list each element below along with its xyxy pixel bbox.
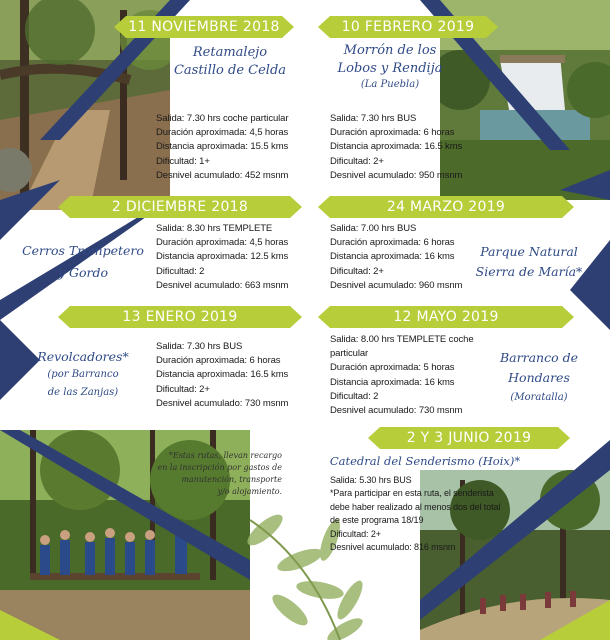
route-2-title: Morrón de los Lobos y Rendija (La Puebla) — [337, 43, 443, 90]
route-6-title: Barranco de Hondares (Moratalla) — [500, 350, 578, 403]
date-ribbon-route-6: 12 MAYO 2019 — [330, 306, 562, 328]
route-5-details: Salida: 7.30 hrs BUS Duración aproximada: 6 horas Distancia aproximada: 16.5 kms Dificultad: 2+ Desnivel acumulado: 730 msnm — [156, 341, 289, 409]
date-ribbon-route-2: 10 FEBRERO 2019 — [330, 16, 486, 38]
route-7-details: Salida: 5.30 hrs BUS *Para participar en esta ruta, el senderista debe haber realizado al menos dos del total de este programa 18/19 Dificultad: 2+ Desnivel acumulado: 816 msnm — [330, 475, 501, 553]
route-3-details: Salida: 8.30 hrs TEMPLETE Duración aproximada: 4,5 horas Distancia aproximada: 12.5 kms Dificultad: 2 Desnivel acumulado: 663 msnm — [156, 223, 289, 291]
date-ribbon-route-1: 11 NOVIEMBRE 2018 — [126, 16, 282, 38]
date-ribbon-route-4: 24 MARZO 2019 — [330, 196, 562, 218]
route-7-title: Catedral del Senderismo (Hoix)* — [329, 454, 521, 468]
route-6-details: Salida: 8.00 hrs TEMPLETE coche particular Duración aproximada: 5 horas Distancia aproximada: 16 kms Dificultad: 2 Desnivel acumulado: 730 msnm — [330, 334, 474, 417]
date-ribbon-route-5: 13 ENERO 2019 — [70, 306, 290, 328]
date-ribbon-route-3: 2 DICIEMBRE 2018 — [70, 196, 290, 218]
date-ribbon-route-7: 2 Y 3 JUNIO 2019 — [380, 427, 558, 449]
route-1-title: Retamalejo Castillo de Celda — [173, 45, 287, 78]
route-1-details: Salida: 7.30 hrs coche particular Duración aproximada: 4,5 horas Distancia aproximada: 15.5 kms Dificultad: 1+ Desnivel acumulado: 452 msnm — [156, 113, 289, 181]
route-4-details: Salida: 7.00 hrs BUS Duración aproximada: 6 horas Distancia aproximada: 16 kms Dificultad: 2+ Desnivel acumulado: 960 msnm — [330, 223, 463, 291]
route-4-title: Parque Natural Sierra de María* — [475, 244, 583, 279]
surcharge-note: *Estas rutas, llevan recargo en la inscripción por gastos de manutención, transporte y/o alojamiento. — [157, 451, 282, 496]
route-3-title: Cerros Trompetero y Gordo — [22, 243, 144, 280]
route-2-details: Salida: 7.30 hrs BUS Duración aproximada: 6 horas Distancia aproximada: 16.5 kms Dificultad: 2+ Desnivel acumulado: 950 msnm — [330, 113, 463, 181]
route-5-title: Revolcadores* (por Barranco de las Zanjas) — [37, 349, 129, 398]
